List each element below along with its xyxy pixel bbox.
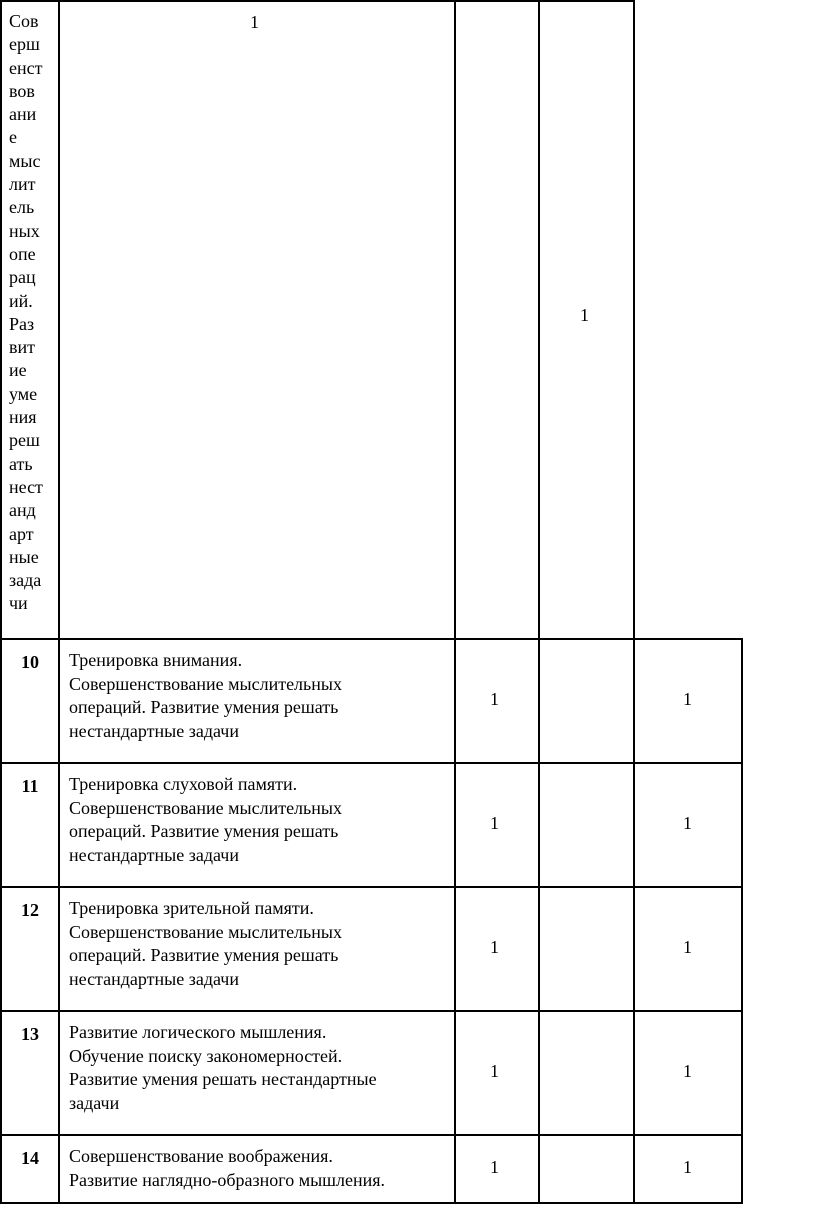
- column-divider-3: [538, 0, 540, 1204]
- topic-line: Развитие логического мышления.: [69, 1022, 327, 1042]
- topic-fragment: Раз: [9, 313, 35, 334]
- topic-line: Тренировка внимания.: [69, 650, 243, 670]
- topic-fragment: ие: [9, 360, 27, 381]
- topic-line: Совершенствование воображения.: [69, 1146, 333, 1166]
- topic-fragment: Сов: [9, 11, 39, 31]
- topic-line: операций. Развитие умения решать: [69, 821, 339, 841]
- row-divider-10: [0, 762, 743, 764]
- topic-fragment: вов: [9, 80, 35, 101]
- column-divider-1: [58, 0, 60, 1204]
- top-row-col4-value: 1: [580, 305, 589, 325]
- row-number: 11: [21, 776, 39, 796]
- topic-fragment: ерш: [9, 34, 40, 55]
- row-total-hours: 1: [683, 1157, 692, 1177]
- row-topic: [69, 897, 453, 991]
- topic-fragment: ать: [9, 453, 33, 474]
- row-theory-hours: 1: [490, 1157, 499, 1177]
- row-number: 10: [21, 652, 39, 672]
- topic-fragment: рац: [9, 267, 36, 288]
- row-total-hours: 1: [683, 1061, 692, 1081]
- topic-line: Тренировка слуховой памяти.: [69, 774, 298, 794]
- column-divider-2: [454, 0, 456, 1204]
- topic-fragment: опе: [9, 243, 36, 264]
- topic-line: нестандартные задачи: [69, 968, 239, 989]
- topic-fragment: чи: [9, 593, 28, 614]
- topic-fragment: уме: [9, 383, 38, 404]
- topic-line: нестандартные задачи: [69, 720, 239, 741]
- topic-fragment: зада: [9, 570, 42, 591]
- topic-line: Совершенствование мыслительных: [69, 921, 342, 942]
- row-number: 12: [21, 900, 39, 920]
- topic-fragment: нест: [9, 476, 43, 497]
- topic-line: Обучение поиску закономерностей.: [69, 1045, 343, 1066]
- row-divider-13: [0, 1134, 743, 1136]
- row-divider-11: [0, 886, 743, 888]
- topic-fragment: реш: [9, 430, 40, 451]
- topic-fragment: ий.: [9, 290, 33, 311]
- topic-fragment: е: [9, 127, 17, 148]
- topic-fragment: анд: [9, 500, 36, 521]
- topic-line: Развитие умения решать нестандартные: [69, 1069, 377, 1089]
- top-row-topic-cell: [9, 10, 57, 616]
- topic-fragment: арт: [9, 523, 34, 544]
- topic-fragment: мыс: [9, 150, 41, 171]
- row-theory-hours: 1: [490, 813, 499, 833]
- topic-fragment: ния: [9, 407, 37, 428]
- topic-line: нестандартные задачи: [69, 844, 239, 865]
- table-border-right: [741, 638, 743, 1204]
- row-divider-12: [0, 1010, 743, 1012]
- topic-fragment: лит: [9, 174, 36, 195]
- row-theory-hours: 1: [490, 689, 499, 709]
- topic-line: Совершенствование мыслительных: [69, 797, 342, 818]
- row-number: 14: [21, 1148, 39, 1168]
- row-total-hours: 1: [683, 813, 692, 833]
- topic-fragment: ных: [9, 220, 40, 241]
- topic-fragment: ани: [9, 104, 37, 125]
- row-theory-hours: 1: [490, 937, 499, 957]
- row-number: 13: [21, 1024, 39, 1044]
- row-topic: [69, 649, 453, 743]
- row-total-hours: 1: [683, 689, 692, 709]
- topic-fragment: вит: [9, 337, 35, 358]
- topic-line: операций. Развитие умения решать: [69, 945, 339, 965]
- row-total-hours: 1: [683, 937, 692, 957]
- table-border-bottom: [0, 1202, 743, 1204]
- row-topic: [69, 1021, 453, 1115]
- row-topic: [69, 1145, 453, 1192]
- topic-line: Развитие наглядно-образного мышления.: [69, 1169, 386, 1190]
- topic-line: операций. Развитие умения решать: [69, 697, 339, 717]
- topic-fragment: ные: [9, 546, 39, 567]
- row-theory-hours: 1: [490, 1061, 499, 1081]
- topic-line: задачи: [69, 1092, 120, 1113]
- topic-line: Тренировка зрительной памяти.: [69, 898, 314, 918]
- topic-fragment: ель: [9, 197, 35, 218]
- topic-line: Совершенствование мыслительных: [69, 673, 342, 694]
- row-topic: [69, 773, 453, 867]
- top-row-col2-value: 1: [250, 12, 259, 32]
- row-divider-top-block: [0, 638, 743, 640]
- column-divider-4: [633, 0, 635, 1204]
- topic-fragment: енст: [9, 57, 43, 78]
